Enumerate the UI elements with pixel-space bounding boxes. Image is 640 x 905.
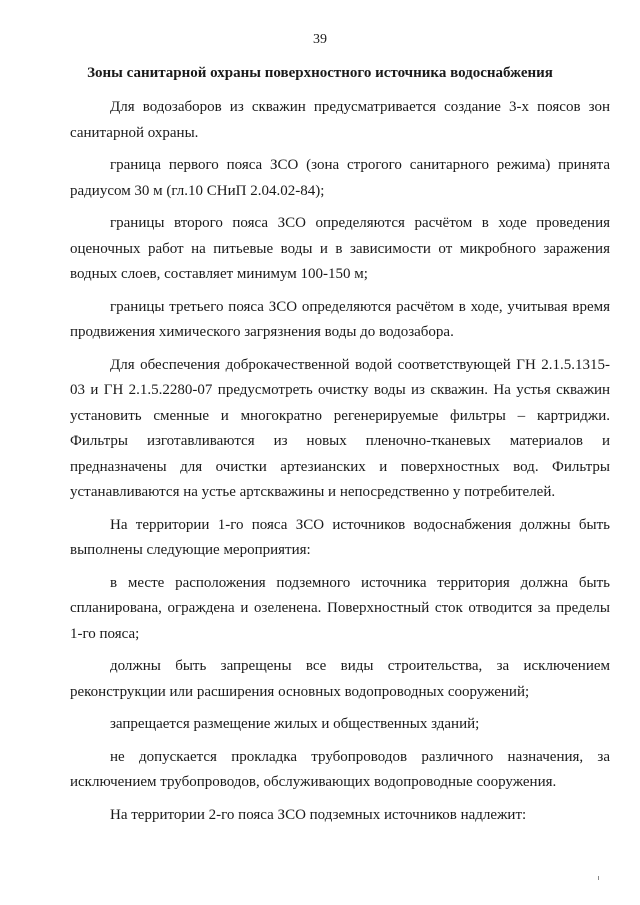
paragraph-zone-1-measures: На территории 1-го пояса ЗСО источников водоснабжения должны быть выполнены следующие мероприятия: [70, 516, 610, 558]
document-body [70, 95, 610, 835]
paragraph-zone-2-measures: На территории 2-го пояса ЗСО подземных источников надлежит: [110, 806, 527, 823]
paragraph-zone-2-boundary: границы второго пояса ЗСО определяются расчётом в ходе проведения оценочных работ на питьевые воды и в зависимости от микробного заражения водных слоев, составляет минимум 100-150 м; [70, 215, 610, 282]
section-title: Зоны санитарной охраны поверхностного источника водоснабжения [87, 65, 553, 81]
paragraph-water-treatment: Для обеспечения доброкачественной водой соответствующей ГН 2.1.5.1315-03 и ГН 2.1.5.2280-07 предусмотреть очистку воды из скважин. На устья скважин установить сменные и многократно регенерируемые фильтры – картриджи. Фильтры изготавливаются из новых пленочно-тканевых материалов и предназначены для очистки артезианских и поверхностных вод. Фильтры устанавливаются на устье артскважины и непосредственно у потребителей. [70, 356, 610, 500]
paragraph-measure-pipelines: не допускается прокладка трубопроводов различного назначения, за исключением трубопроводов, обслуживающих водопроводные сооружения. [70, 748, 610, 790]
scan-mark [598, 876, 599, 880]
paragraph-measure-construction: должны быть запрещены все виды строительства, за исключением реконструкции или расширения основных водопроводных сооружений; [70, 658, 610, 700]
paragraph-zone-1-boundary: граница первого пояса ЗСО (зона строгого санитарного режима) принята радиусом 30 м (гл.10 СНиП 2.04.02-84); [70, 157, 610, 199]
paragraph-intro: Для водозаборов из скважин предусматривается создание 3-х поясов зон санитарной охраны. [70, 99, 610, 141]
paragraph-measure-buildings: запрещается размещение жилых и общественных зданий; [110, 716, 480, 732]
paragraph-measure-territory: в месте расположения подземного источника территория должна быть спланирована, ограждена и озеленена. Поверхностный сток отводится за пределы 1-го пояса; [70, 574, 610, 642]
paragraph-zone-3-boundary: границы третьего пояса ЗСО определяются расчётом в ходе, учитывая время продвижения химического загрязнения воды до водозабора. [70, 298, 610, 340]
page-number: 39 [313, 32, 327, 47]
